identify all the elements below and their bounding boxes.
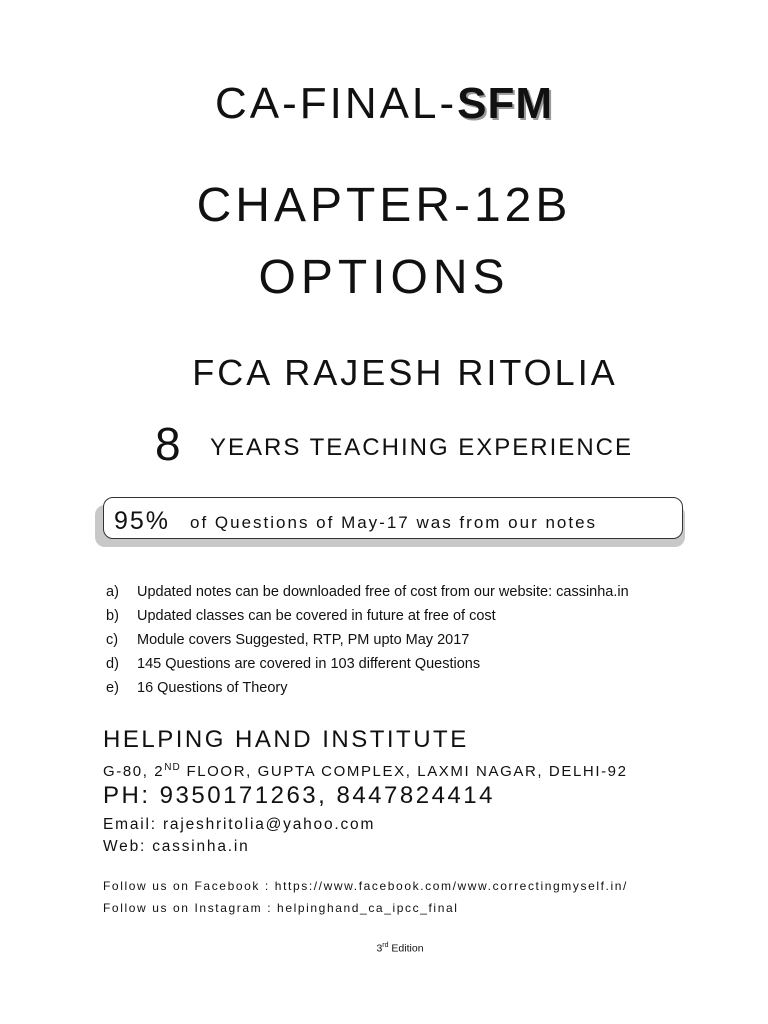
list-text: 16 Questions of Theory bbox=[137, 680, 288, 696]
list-item bbox=[106, 652, 629, 676]
list-item bbox=[106, 604, 629, 628]
list-item bbox=[106, 580, 629, 604]
list-marker: b) bbox=[106, 608, 119, 624]
list-text: 145 Questions are covered in 103 different Questions bbox=[137, 656, 481, 672]
list-text: Module covers Suggested, RTP, PM upto May 2017 bbox=[137, 632, 470, 648]
edition-label bbox=[0, 939, 768, 956]
address-part: FLOOR, GUPTA COMPLEX, LAXMI NAGAR, DELHI-92 bbox=[180, 763, 628, 780]
feature-list bbox=[106, 580, 629, 700]
institute-address bbox=[103, 758, 628, 782]
list-text: Updated notes can be downloaded free of cost from our website: cassinha.in bbox=[137, 584, 629, 600]
list-text: Updated classes can be covered in future at free of cost bbox=[137, 608, 496, 624]
years-number: 8 bbox=[155, 418, 181, 470]
institute-website: Web: cassinha.in bbox=[103, 838, 250, 855]
list-marker: d) bbox=[106, 656, 119, 672]
institute-name: HELPING HAND INSTITUTE bbox=[103, 726, 469, 753]
edition-text: Edition bbox=[388, 942, 424, 955]
facebook-line: Follow us on Facebook : https://www.facebook.com/www.correctingmyself.in/ bbox=[103, 879, 628, 893]
list-marker: c) bbox=[106, 632, 119, 648]
topic-title: OPTIONS bbox=[258, 251, 510, 304]
course-title bbox=[0, 78, 768, 130]
list-item bbox=[106, 676, 629, 700]
course-prefix: CA-FINAL- bbox=[214, 79, 458, 128]
chapter-title: CHAPTER-12B bbox=[196, 179, 572, 232]
badge-percent: 95% bbox=[114, 507, 171, 535]
address-superscript: ND bbox=[164, 762, 181, 773]
edition-suffix: rd bbox=[382, 942, 389, 949]
author-name: FCA RAJESH RITOLIA bbox=[192, 352, 618, 393]
institute-email: Email: rajeshritolia@yahoo.com bbox=[103, 816, 376, 833]
instagram-line: Follow us on Instagram : helpinghand_ca_ipcc_final bbox=[103, 901, 459, 915]
list-marker: a) bbox=[106, 584, 119, 600]
badge-text: of Questions of May-17 was from our notes bbox=[190, 513, 598, 532]
list-marker: e) bbox=[106, 680, 119, 696]
course-subject: SFM bbox=[457, 79, 553, 128]
institute-phone: PH: 9350171263, 8447824414 bbox=[103, 782, 495, 809]
years-text: YEARS TEACHING EXPERIENCE bbox=[210, 434, 633, 461]
address-part: G-80, 2 bbox=[103, 763, 165, 780]
list-item bbox=[106, 628, 629, 652]
edition-number: 3 bbox=[376, 942, 383, 955]
